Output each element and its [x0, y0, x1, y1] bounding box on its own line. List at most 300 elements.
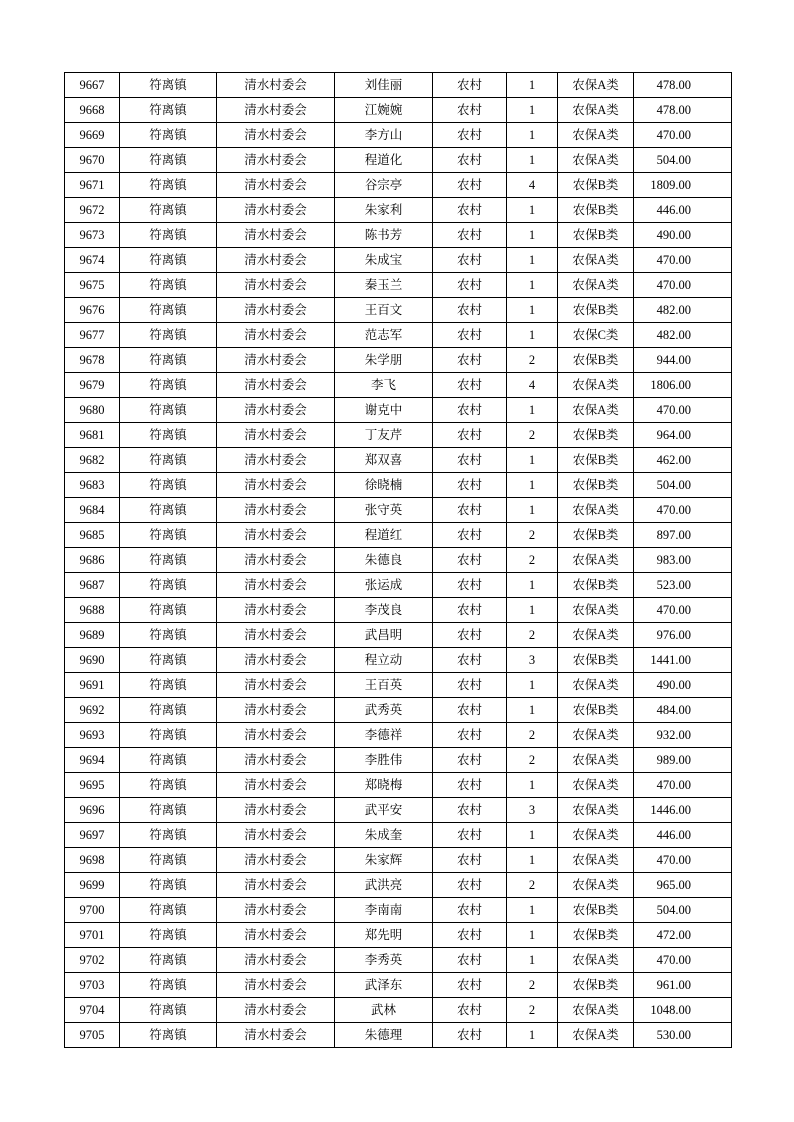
cell-name: 李南南 — [335, 898, 433, 923]
cell-id: 9675 — [65, 273, 120, 298]
cell-name: 李飞 — [335, 373, 433, 398]
cell-town: 符离镇 — [120, 923, 217, 948]
cell-category: 农保B类 — [558, 648, 634, 673]
cell-amount: 504.00 — [634, 473, 732, 498]
cell-village: 清水村委会 — [217, 423, 335, 448]
cell-count: 2 — [507, 348, 558, 373]
cell-category: 农保A类 — [558, 248, 634, 273]
table-row — [65, 198, 732, 223]
cell-count: 2 — [507, 973, 558, 998]
cell-count: 2 — [507, 423, 558, 448]
table-row — [65, 773, 732, 798]
cell-amount: 504.00 — [634, 898, 732, 923]
cell-amount: 484.00 — [634, 698, 732, 723]
cell-town: 符离镇 — [120, 248, 217, 273]
cell-name: 朱家辉 — [335, 848, 433, 873]
table-row — [65, 273, 732, 298]
cell-count: 1 — [507, 73, 558, 98]
table-row — [65, 98, 732, 123]
cell-town: 符离镇 — [120, 798, 217, 823]
table-row — [65, 148, 732, 173]
cell-name: 李方山 — [335, 123, 433, 148]
cell-village: 清水村委会 — [217, 198, 335, 223]
cell-village: 清水村委会 — [217, 798, 335, 823]
table-body — [65, 73, 732, 1048]
cell-town: 符离镇 — [120, 948, 217, 973]
cell-amount: 482.00 — [634, 298, 732, 323]
cell-category: 农保B类 — [558, 698, 634, 723]
benefits-table — [64, 72, 732, 1048]
cell-village: 清水村委会 — [217, 73, 335, 98]
cell-amount: 470.00 — [634, 273, 732, 298]
cell-town: 符离镇 — [120, 523, 217, 548]
cell-village: 清水村委会 — [217, 923, 335, 948]
cell-category: 农保A类 — [558, 273, 634, 298]
cell-village: 清水村委会 — [217, 173, 335, 198]
cell-count: 1 — [507, 898, 558, 923]
cell-village: 清水村委会 — [217, 523, 335, 548]
cell-amount: 470.00 — [634, 398, 732, 423]
cell-village: 清水村委会 — [217, 598, 335, 623]
table-row — [65, 123, 732, 148]
table-row — [65, 823, 732, 848]
cell-town: 符离镇 — [120, 198, 217, 223]
cell-id: 9686 — [65, 548, 120, 573]
cell-village: 清水村委会 — [217, 98, 335, 123]
table-row — [65, 1023, 732, 1048]
cell-category: 农保B类 — [558, 973, 634, 998]
cell-name: 谷宗亭 — [335, 173, 433, 198]
cell-town: 符离镇 — [120, 748, 217, 773]
cell-count: 4 — [507, 373, 558, 398]
table-row — [65, 73, 732, 98]
table-row — [65, 223, 732, 248]
cell-id: 9690 — [65, 648, 120, 673]
cell-type: 农村 — [433, 748, 507, 773]
cell-count: 1 — [507, 948, 558, 973]
cell-name: 朱成宝 — [335, 248, 433, 273]
cell-id: 9673 — [65, 223, 120, 248]
cell-name: 范志军 — [335, 323, 433, 348]
cell-town: 符离镇 — [120, 223, 217, 248]
cell-type: 农村 — [433, 673, 507, 698]
cell-category: 农保A类 — [558, 748, 634, 773]
cell-village: 清水村委会 — [217, 148, 335, 173]
cell-amount: 478.00 — [634, 98, 732, 123]
cell-count: 1 — [507, 923, 558, 948]
table-row — [65, 848, 732, 873]
cell-category: 农保B类 — [558, 423, 634, 448]
cell-village: 清水村委会 — [217, 748, 335, 773]
cell-village: 清水村委会 — [217, 648, 335, 673]
cell-category: 农保A类 — [558, 623, 634, 648]
cell-name: 李秀英 — [335, 948, 433, 973]
cell-village: 清水村委会 — [217, 873, 335, 898]
cell-count: 3 — [507, 798, 558, 823]
cell-town: 符离镇 — [120, 98, 217, 123]
cell-town: 符离镇 — [120, 998, 217, 1023]
cell-village: 清水村委会 — [217, 498, 335, 523]
cell-id: 9704 — [65, 998, 120, 1023]
cell-id: 9693 — [65, 723, 120, 748]
cell-category: 农保A类 — [558, 373, 634, 398]
cell-id: 9667 — [65, 73, 120, 98]
cell-type: 农村 — [433, 148, 507, 173]
cell-village: 清水村委会 — [217, 723, 335, 748]
cell-amount: 983.00 — [634, 548, 732, 573]
cell-type: 农村 — [433, 223, 507, 248]
cell-count: 4 — [507, 173, 558, 198]
cell-village: 清水村委会 — [217, 248, 335, 273]
cell-amount: 965.00 — [634, 873, 732, 898]
cell-id: 9683 — [65, 473, 120, 498]
cell-id: 9679 — [65, 373, 120, 398]
table-row — [65, 473, 732, 498]
cell-town: 符离镇 — [120, 348, 217, 373]
cell-name: 刘佳丽 — [335, 73, 433, 98]
cell-id: 9688 — [65, 598, 120, 623]
cell-village: 清水村委会 — [217, 473, 335, 498]
cell-count: 2 — [507, 523, 558, 548]
cell-town: 符离镇 — [120, 148, 217, 173]
cell-type: 农村 — [433, 123, 507, 148]
cell-type: 农村 — [433, 323, 507, 348]
cell-count: 2 — [507, 873, 558, 898]
cell-category: 农保A类 — [558, 848, 634, 873]
cell-town: 符离镇 — [120, 598, 217, 623]
cell-name: 程立动 — [335, 648, 433, 673]
cell-type: 农村 — [433, 773, 507, 798]
table-row — [65, 673, 732, 698]
cell-category: 农保A类 — [558, 398, 634, 423]
cell-type: 农村 — [433, 198, 507, 223]
cell-name: 张守英 — [335, 498, 433, 523]
cell-town: 符离镇 — [120, 823, 217, 848]
cell-type: 农村 — [433, 948, 507, 973]
cell-category: 农保A类 — [558, 548, 634, 573]
cell-amount: 470.00 — [634, 498, 732, 523]
cell-count: 2 — [507, 748, 558, 773]
cell-type: 农村 — [433, 573, 507, 598]
cell-name: 武洪亮 — [335, 873, 433, 898]
cell-count: 1 — [507, 598, 558, 623]
cell-id: 9685 — [65, 523, 120, 548]
cell-id: 9700 — [65, 898, 120, 923]
cell-type: 农村 — [433, 298, 507, 323]
cell-id: 9703 — [65, 973, 120, 998]
cell-category: 农保A类 — [558, 98, 634, 123]
cell-id: 9698 — [65, 848, 120, 873]
cell-count: 1 — [507, 248, 558, 273]
cell-count: 2 — [507, 998, 558, 1023]
cell-village: 清水村委会 — [217, 1023, 335, 1048]
table-row — [65, 248, 732, 273]
cell-type: 农村 — [433, 898, 507, 923]
cell-name: 武泽东 — [335, 973, 433, 998]
cell-name: 朱德良 — [335, 548, 433, 573]
cell-name: 朱学朋 — [335, 348, 433, 373]
cell-id: 9692 — [65, 698, 120, 723]
cell-village: 清水村委会 — [217, 973, 335, 998]
cell-town: 符离镇 — [120, 1023, 217, 1048]
table-row — [65, 998, 732, 1023]
cell-id: 9682 — [65, 448, 120, 473]
cell-name: 郑先明 — [335, 923, 433, 948]
cell-amount: 470.00 — [634, 598, 732, 623]
table-row — [65, 173, 732, 198]
cell-amount: 490.00 — [634, 223, 732, 248]
cell-type: 农村 — [433, 98, 507, 123]
cell-type: 农村 — [433, 273, 507, 298]
cell-town: 符离镇 — [120, 773, 217, 798]
cell-amount: 504.00 — [634, 148, 732, 173]
cell-village: 清水村委会 — [217, 698, 335, 723]
table-row — [65, 948, 732, 973]
cell-type: 农村 — [433, 598, 507, 623]
table-row — [65, 898, 732, 923]
table-row — [65, 973, 732, 998]
cell-count: 1 — [507, 98, 558, 123]
cell-town: 符离镇 — [120, 298, 217, 323]
cell-count: 1 — [507, 473, 558, 498]
cell-amount: 470.00 — [634, 773, 732, 798]
cell-amount: 1806.00 — [634, 373, 732, 398]
cell-town: 符离镇 — [120, 273, 217, 298]
cell-type: 农村 — [433, 248, 507, 273]
cell-amount: 1809.00 — [634, 173, 732, 198]
cell-town: 符离镇 — [120, 498, 217, 523]
cell-type: 农村 — [433, 648, 507, 673]
table-row — [65, 623, 732, 648]
cell-count: 1 — [507, 1023, 558, 1048]
cell-name: 朱成奎 — [335, 823, 433, 848]
cell-village: 清水村委会 — [217, 948, 335, 973]
cell-village: 清水村委会 — [217, 398, 335, 423]
cell-amount: 523.00 — [634, 573, 732, 598]
cell-amount: 1048.00 — [634, 998, 732, 1023]
cell-category: 农保A类 — [558, 823, 634, 848]
cell-type: 农村 — [433, 623, 507, 648]
cell-town: 符离镇 — [120, 423, 217, 448]
cell-town: 符离镇 — [120, 723, 217, 748]
cell-type: 农村 — [433, 473, 507, 498]
cell-count: 1 — [507, 448, 558, 473]
cell-name: 郑晓梅 — [335, 773, 433, 798]
cell-village: 清水村委会 — [217, 823, 335, 848]
cell-town: 符离镇 — [120, 73, 217, 98]
cell-category: 农保A类 — [558, 148, 634, 173]
cell-town: 符离镇 — [120, 623, 217, 648]
table-row — [65, 448, 732, 473]
cell-type: 农村 — [433, 398, 507, 423]
cell-village: 清水村委会 — [217, 273, 335, 298]
cell-name: 江婉婉 — [335, 98, 433, 123]
cell-amount: 470.00 — [634, 123, 732, 148]
cell-town: 符离镇 — [120, 898, 217, 923]
cell-id: 9691 — [65, 673, 120, 698]
cell-count: 1 — [507, 848, 558, 873]
table-row — [65, 548, 732, 573]
cell-amount: 932.00 — [634, 723, 732, 748]
cell-village: 清水村委会 — [217, 623, 335, 648]
cell-count: 1 — [507, 698, 558, 723]
cell-category: 农保B类 — [558, 198, 634, 223]
cell-village: 清水村委会 — [217, 223, 335, 248]
cell-town: 符离镇 — [120, 398, 217, 423]
cell-village: 清水村委会 — [217, 848, 335, 873]
cell-name: 武昌明 — [335, 623, 433, 648]
cell-name: 徐晓楠 — [335, 473, 433, 498]
cell-type: 农村 — [433, 548, 507, 573]
cell-type: 农村 — [433, 823, 507, 848]
cell-id: 9694 — [65, 748, 120, 773]
cell-amount: 490.00 — [634, 673, 732, 698]
cell-amount: 1441.00 — [634, 648, 732, 673]
cell-count: 1 — [507, 298, 558, 323]
cell-town: 符离镇 — [120, 673, 217, 698]
cell-id: 9699 — [65, 873, 120, 898]
cell-name: 张运成 — [335, 573, 433, 598]
cell-type: 农村 — [433, 1023, 507, 1048]
cell-amount: 961.00 — [634, 973, 732, 998]
cell-village: 清水村委会 — [217, 348, 335, 373]
cell-amount: 472.00 — [634, 923, 732, 948]
cell-count: 1 — [507, 273, 558, 298]
cell-category: 农保B类 — [558, 898, 634, 923]
cell-id: 9684 — [65, 498, 120, 523]
cell-town: 符离镇 — [120, 648, 217, 673]
cell-name: 李德祥 — [335, 723, 433, 748]
cell-type: 农村 — [433, 373, 507, 398]
cell-name: 丁友芹 — [335, 423, 433, 448]
cell-id: 9674 — [65, 248, 120, 273]
cell-town: 符离镇 — [120, 548, 217, 573]
cell-id: 9676 — [65, 298, 120, 323]
cell-type: 农村 — [433, 723, 507, 748]
cell-amount: 897.00 — [634, 523, 732, 548]
cell-village: 清水村委会 — [217, 448, 335, 473]
table-row — [65, 573, 732, 598]
table-row — [65, 323, 732, 348]
cell-count: 1 — [507, 198, 558, 223]
table-row — [65, 598, 732, 623]
table-row — [65, 298, 732, 323]
table-row — [65, 798, 732, 823]
cell-town: 符离镇 — [120, 323, 217, 348]
cell-count: 3 — [507, 648, 558, 673]
cell-amount: 446.00 — [634, 198, 732, 223]
cell-category: 农保A类 — [558, 673, 634, 698]
cell-amount: 944.00 — [634, 348, 732, 373]
cell-town: 符离镇 — [120, 448, 217, 473]
table-row — [65, 873, 732, 898]
cell-category: 农保B类 — [558, 223, 634, 248]
cell-id: 9697 — [65, 823, 120, 848]
cell-name: 郑双喜 — [335, 448, 433, 473]
cell-town: 符离镇 — [120, 173, 217, 198]
cell-type: 农村 — [433, 73, 507, 98]
cell-count: 1 — [507, 223, 558, 248]
cell-category: 农保B类 — [558, 298, 634, 323]
cell-type: 农村 — [433, 923, 507, 948]
cell-count: 2 — [507, 623, 558, 648]
cell-type: 农村 — [433, 798, 507, 823]
table-row — [65, 748, 732, 773]
cell-name: 陈书芳 — [335, 223, 433, 248]
cell-category: 农保C类 — [558, 323, 634, 348]
cell-village: 清水村委会 — [217, 323, 335, 348]
table-row — [65, 398, 732, 423]
cell-count: 2 — [507, 723, 558, 748]
cell-id: 9670 — [65, 148, 120, 173]
cell-town: 符离镇 — [120, 573, 217, 598]
cell-name: 李茂良 — [335, 598, 433, 623]
cell-category: 农保A类 — [558, 948, 634, 973]
cell-village: 清水村委会 — [217, 773, 335, 798]
cell-type: 农村 — [433, 423, 507, 448]
cell-category: 农保A类 — [558, 598, 634, 623]
cell-category: 农保A类 — [558, 798, 634, 823]
cell-type: 农村 — [433, 973, 507, 998]
cell-category: 农保A类 — [558, 773, 634, 798]
cell-count: 1 — [507, 573, 558, 598]
cell-category: 农保B类 — [558, 923, 634, 948]
cell-count: 1 — [507, 773, 558, 798]
cell-category: 农保A类 — [558, 723, 634, 748]
cell-name: 武秀英 — [335, 698, 433, 723]
cell-amount: 976.00 — [634, 623, 732, 648]
cell-category: 农保B类 — [558, 173, 634, 198]
cell-id: 9695 — [65, 773, 120, 798]
cell-type: 农村 — [433, 173, 507, 198]
table-row — [65, 348, 732, 373]
table-row — [65, 523, 732, 548]
cell-category: 农保B类 — [558, 448, 634, 473]
cell-name: 王百文 — [335, 298, 433, 323]
table-row — [65, 723, 732, 748]
cell-name: 谢克中 — [335, 398, 433, 423]
cell-name: 王百英 — [335, 673, 433, 698]
cell-amount: 462.00 — [634, 448, 732, 473]
cell-town: 符离镇 — [120, 973, 217, 998]
cell-village: 清水村委会 — [217, 573, 335, 598]
cell-town: 符离镇 — [120, 698, 217, 723]
cell-amount: 470.00 — [634, 948, 732, 973]
cell-id: 9671 — [65, 173, 120, 198]
cell-town: 符离镇 — [120, 873, 217, 898]
cell-town: 符离镇 — [120, 848, 217, 873]
cell-village: 清水村委会 — [217, 998, 335, 1023]
table-row — [65, 373, 732, 398]
table-row — [65, 498, 732, 523]
cell-amount: 989.00 — [634, 748, 732, 773]
cell-category: 农保A类 — [558, 123, 634, 148]
cell-id: 9672 — [65, 198, 120, 223]
cell-type: 农村 — [433, 698, 507, 723]
cell-town: 符离镇 — [120, 473, 217, 498]
cell-id: 9680 — [65, 398, 120, 423]
cell-category: 农保A类 — [558, 1023, 634, 1048]
cell-count: 1 — [507, 323, 558, 348]
cell-category: 农保A类 — [558, 73, 634, 98]
cell-village: 清水村委会 — [217, 898, 335, 923]
cell-amount: 478.00 — [634, 73, 732, 98]
cell-village: 清水村委会 — [217, 298, 335, 323]
cell-id: 9705 — [65, 1023, 120, 1048]
cell-name: 朱德理 — [335, 1023, 433, 1048]
cell-id: 9696 — [65, 798, 120, 823]
cell-count: 1 — [507, 498, 558, 523]
